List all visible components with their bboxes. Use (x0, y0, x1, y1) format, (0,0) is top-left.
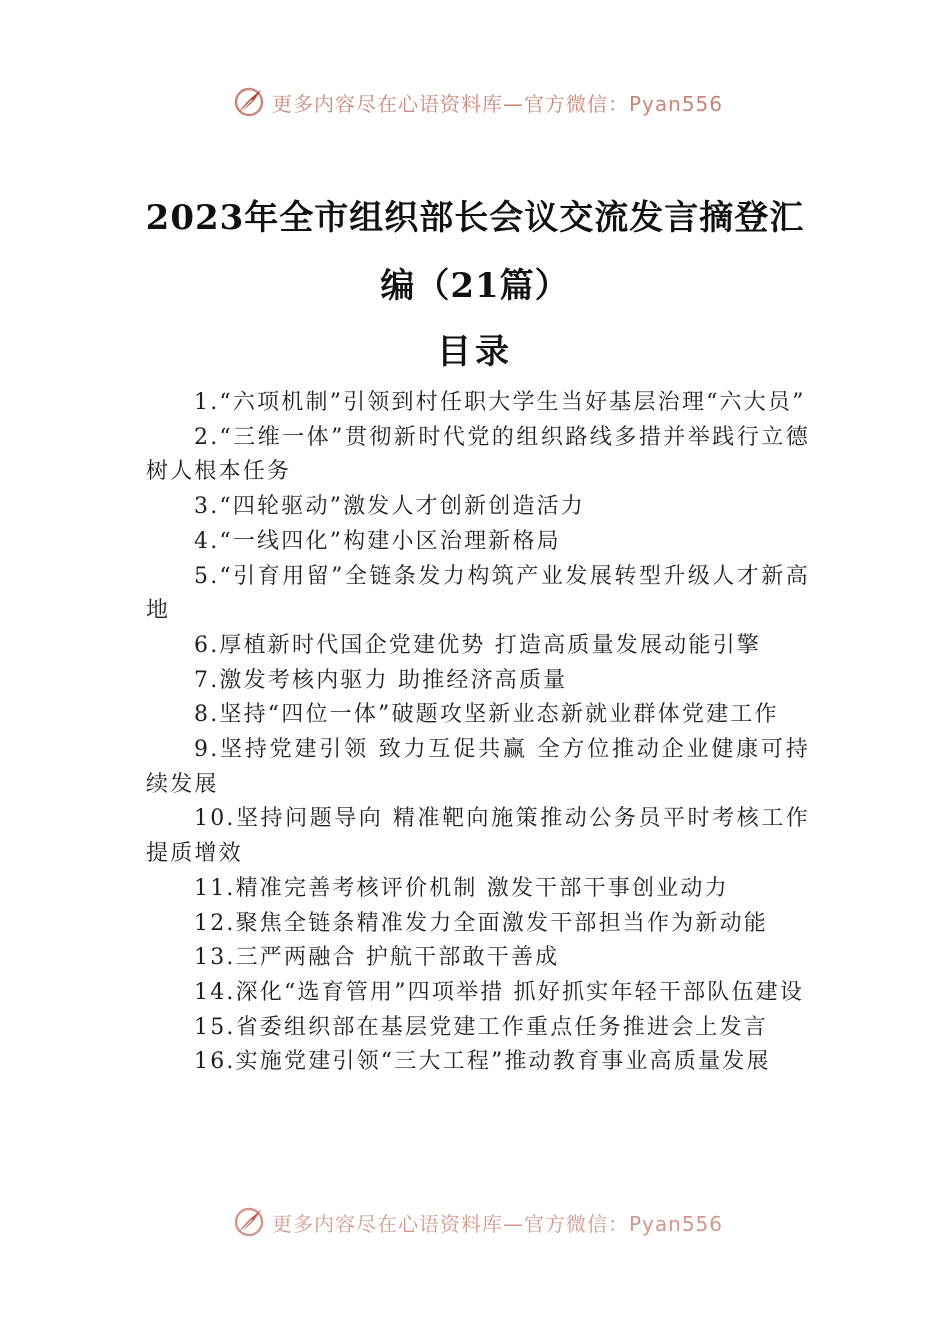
toc-item: 15.省委组织部在基层党建工作重点任务推进会上发言 (194, 1014, 768, 1040)
toc-item: 9.坚持党建引领 致力互促共赢 全方位推动企业健康可持续发展 (146, 737, 810, 797)
toc-item: 11.精准完善考核评价机制 激发干部干事创业动力 (194, 875, 729, 901)
toc-item: 5.“引育用留”全链条发力构筑产业发展转型升级人才新高地 (146, 563, 810, 624)
toc-item: 16.实施党建引领“三大工程”推动教育事业高质量发展 (194, 1049, 771, 1075)
table-of-contents (146, 386, 810, 1080)
quill-logo-icon (232, 1205, 266, 1239)
toc-item: 13.三严两融合 护航干部敢干善成 (194, 945, 560, 971)
toc-item: 10.坚持问题导向 精准靶向施策推动公务员平时考核工作提质增效 (146, 806, 810, 867)
toc-item: 12.聚焦全链条精准发力全面激发干部担当作为新动能 (194, 910, 768, 936)
document-title-line-1: 2023年全市组织部长会议交流发言摘登汇 (145, 198, 805, 238)
toc-item: 6.厚植新时代国企党建优势 打造高质量发展动能引擎 (194, 632, 761, 658)
toc-item: 8.坚持“四位一体”破题攻坚新业态新就业群体党建工作 (194, 702, 779, 728)
watermark-text: 更多内容尽在心语资料库—官方微信：Pyan556 (272, 91, 724, 116)
watermark-header (232, 84, 723, 120)
watermark-text: 更多内容尽在心语资料库—官方微信：Pyan556 (272, 1211, 724, 1236)
toc-item: 2.“三维一体”贯彻新时代党的组织路线多措并举践行立德树人根本任务 (146, 424, 810, 485)
watermark-footer (232, 1204, 723, 1240)
toc-heading: 目录 (437, 332, 513, 372)
toc-item: 1.“六项机制”引领到村任职大学生当好基层治理“六大员” (194, 390, 806, 415)
toc-item: 14.深化“选育管用”四项举措 抓好抓实年轻干部队伍建设 (194, 979, 805, 1005)
toc-item: 7.激发考核内驱力 助推经济高质量 (194, 667, 568, 693)
toc-item: 3.“四轮驱动”激发人才创新创造活力 (194, 494, 586, 520)
toc-item: 4.“一线四化”构建小区治理新格局 (194, 528, 561, 554)
document-title-line-2: 编（21篇） (380, 266, 570, 306)
quill-logo-icon (232, 85, 266, 119)
